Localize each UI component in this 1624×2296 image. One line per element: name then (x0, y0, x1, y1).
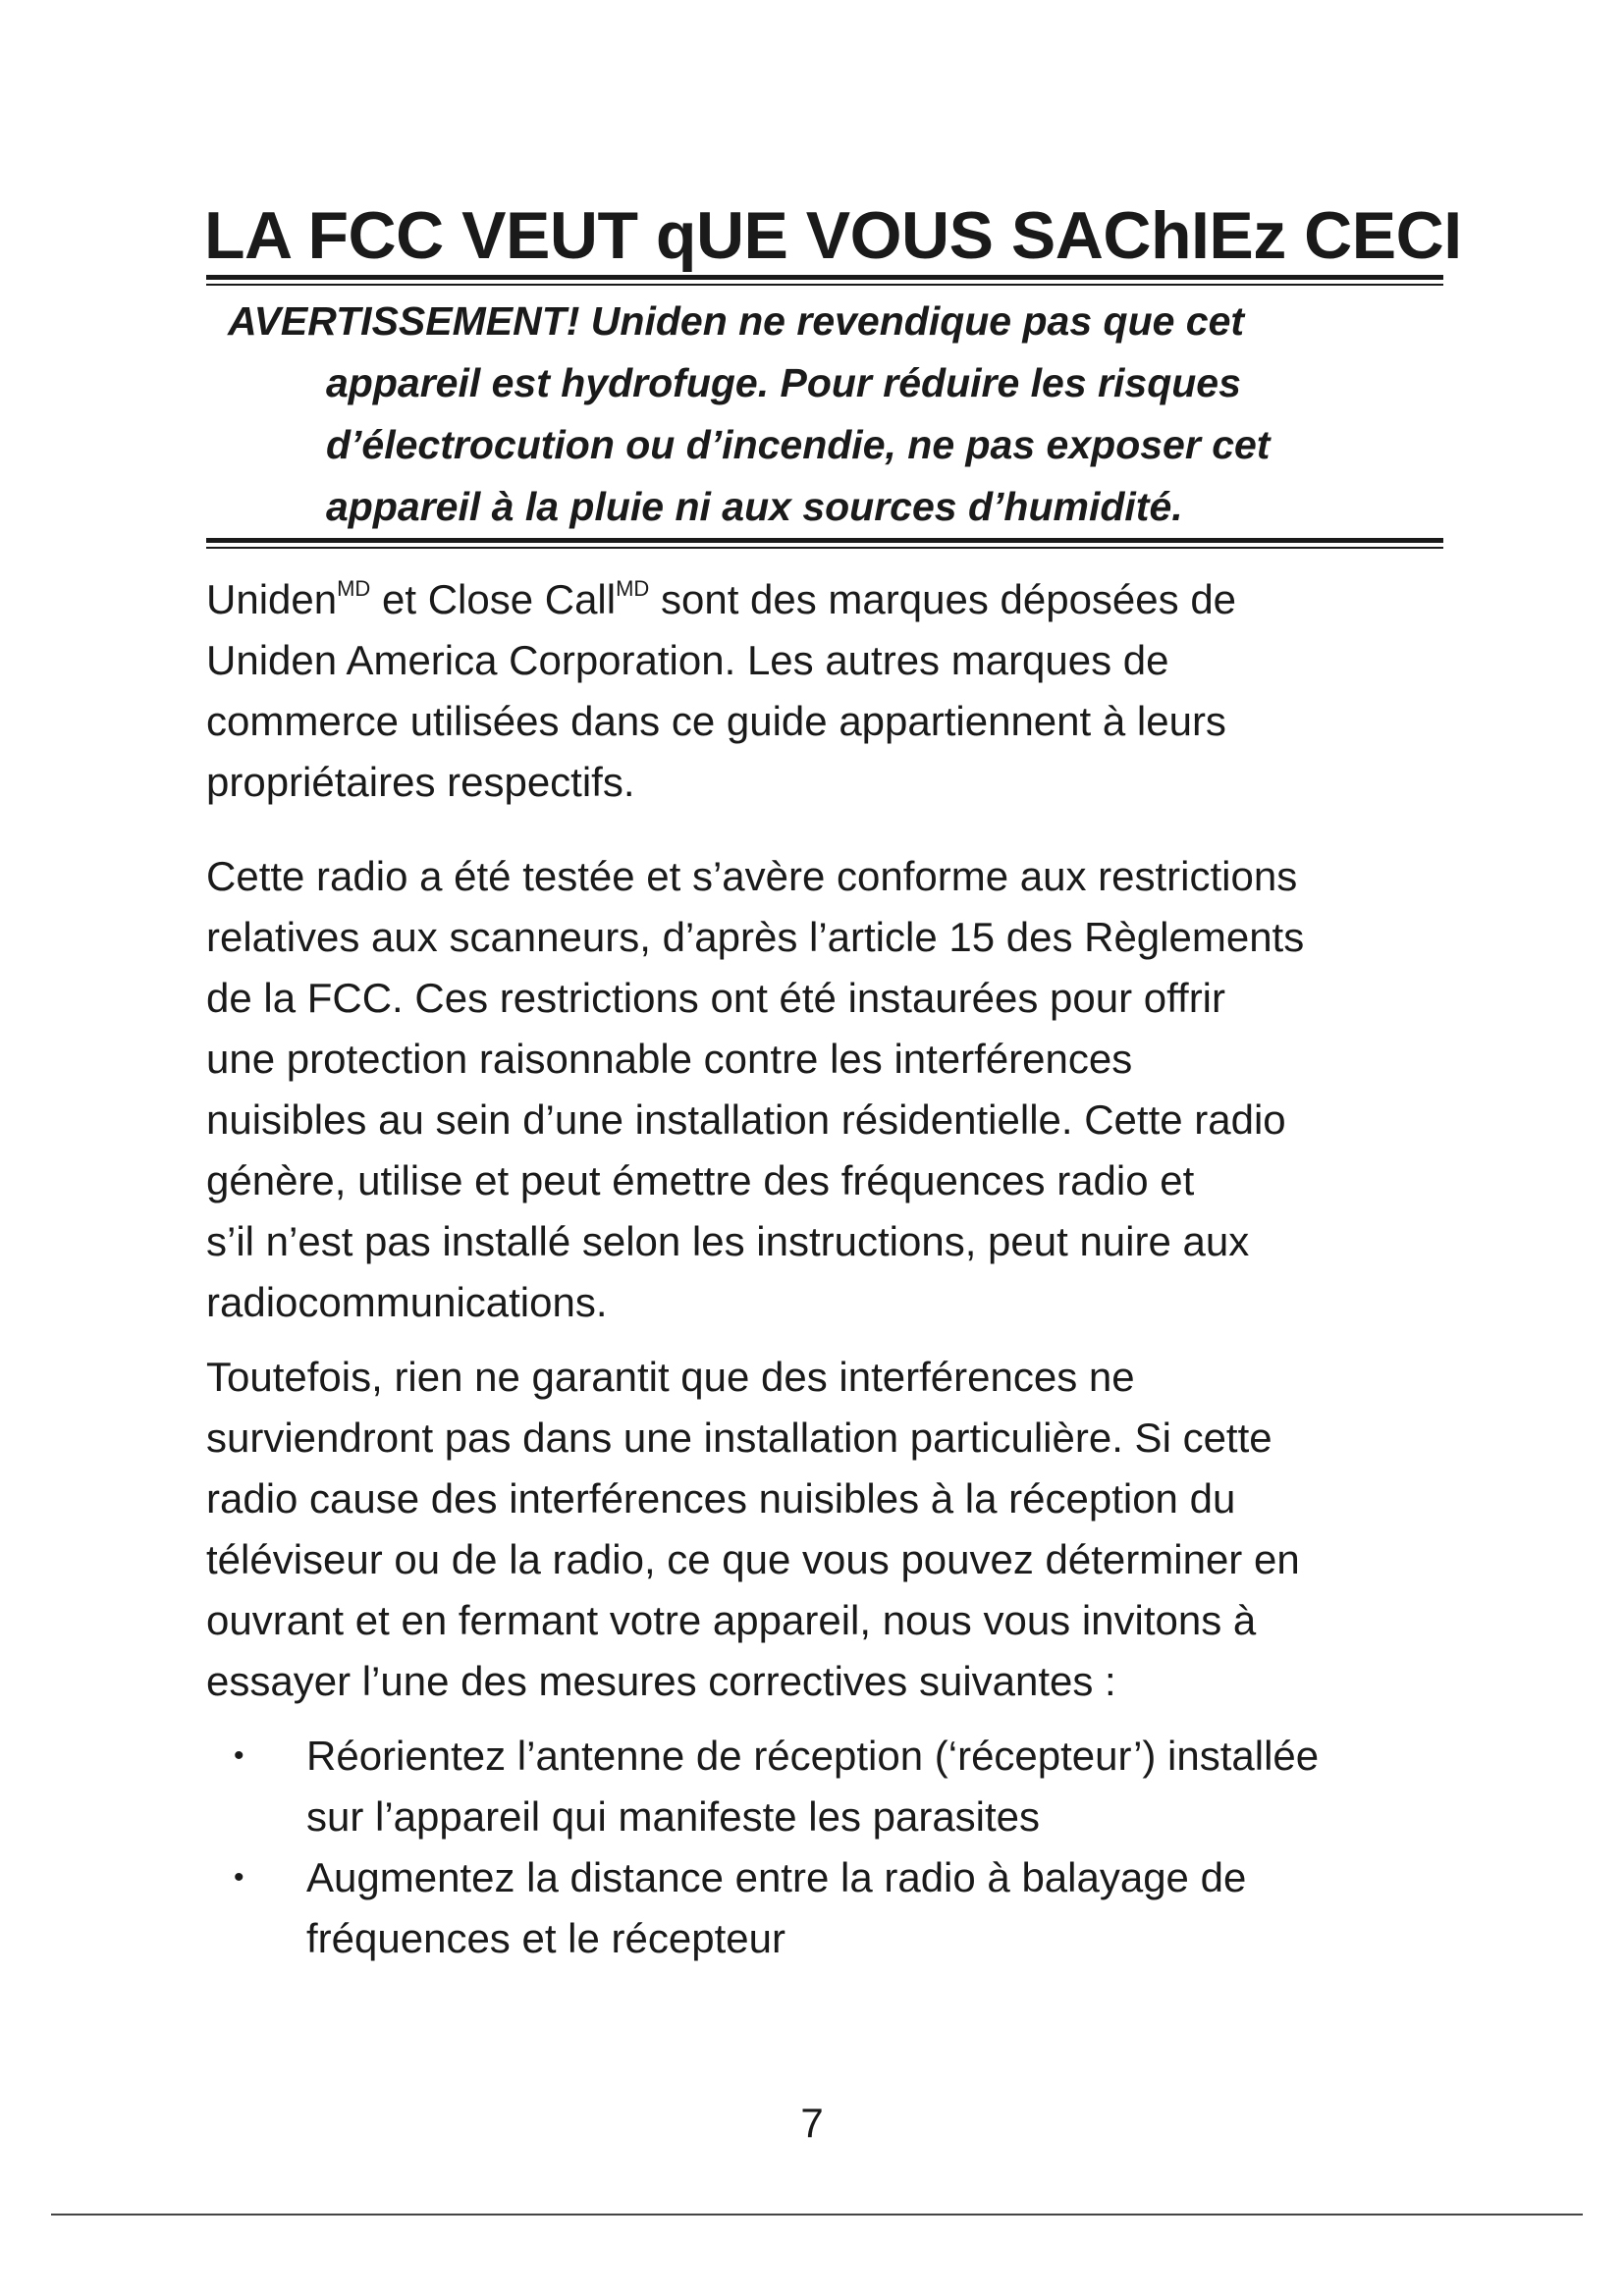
page-number: 7 (800, 2100, 824, 2146)
trademark-paragraph (206, 569, 1443, 813)
corrective-measures-list (206, 1726, 1443, 1969)
list-item (206, 1726, 1443, 1847)
interference-line: radio cause des interférences nuisibles à la réception du (206, 1475, 1236, 1522)
compliance-paragraph (206, 846, 1443, 1333)
compliance-line: génère, utilise et peut émettre des fréquences radio et (206, 1157, 1195, 1203)
list-item-line: fréquences et le récepteur (306, 1915, 785, 1961)
md-mark: MD (616, 576, 650, 601)
trademark-text: sont des marques déposées de (649, 576, 1237, 622)
footer-divider (51, 2214, 1583, 2216)
trademark-line: Uniden America Corporation. Les autres marques de (206, 637, 1169, 683)
bullet-icon: • (234, 1861, 244, 1894)
warning-box (228, 291, 1435, 538)
warning-divider (206, 538, 1443, 549)
warning-line: appareil est hydrofuge. Pour réduire les risques (326, 360, 1241, 405)
md-mark: MD (337, 576, 371, 601)
compliance-line: nuisibles au sein d’une installation résidentielle. Cette radio (206, 1096, 1286, 1143)
list-item-line: sur l’appareil qui manifeste les parasites (306, 1793, 1041, 1840)
compliance-line: relatives aux scanneurs, d’après l’article 15 des Règlements (206, 914, 1305, 960)
list-item-line: Réorientez l’antenne de réception (‘récepteur’) installée (306, 1733, 1320, 1779)
warning-line: appareil à la pluie ni aux sources d’humidité. (326, 484, 1183, 529)
uniden-brand: Uniden (206, 576, 338, 622)
compliance-line: Cette radio a été testée et s’avère conforme aux restrictions (206, 853, 1298, 899)
heading-divider (206, 275, 1443, 286)
interference-line: surviendront pas dans une installation particulière. Si cette (206, 1415, 1272, 1461)
list-item-line: Augmentez la distance entre la radio à balayage de (306, 1854, 1247, 1900)
interference-line: téléviseur ou de la radio, ce que vous pouvez déterminer en (206, 1536, 1300, 1582)
list-item (206, 1847, 1443, 1969)
interference-line: essayer l’une des mesures correctives suivantes : (206, 1658, 1116, 1704)
interference-paragraph (206, 1347, 1443, 1712)
compliance-line: de la FCC. Ces restrictions ont été instaurées pour offrir (206, 975, 1226, 1021)
close-call-brand: et Close Call (370, 576, 617, 622)
warning-line: AVERTISSEMENT! Uniden ne revendique pas que cet (228, 298, 1245, 344)
interference-line: Toutefois, rien ne garantit que des interférences ne (206, 1354, 1135, 1400)
page-title: LA FCC VEUT qUE VOUS SAChIEz CECI (204, 198, 1462, 273)
compliance-line: radiocommunications. (206, 1279, 608, 1325)
compliance-line: s’il n’est pas installé selon les instructions, peut nuire aux (206, 1218, 1250, 1264)
trademark-line (206, 569, 1443, 630)
compliance-line: une protection raisonnable contre les interférences (206, 1036, 1133, 1082)
bullet-icon: • (234, 1739, 244, 1772)
trademark-line: commerce utilisées dans ce guide appartiennent à leurs (206, 698, 1226, 744)
trademark-line: propriétaires respectifs. (206, 759, 635, 805)
warning-line: d’électrocution ou d’incendie, ne pas exposer cet (326, 422, 1271, 467)
interference-line: ouvrant et en fermant votre appareil, nous vous invitons à (206, 1597, 1257, 1643)
